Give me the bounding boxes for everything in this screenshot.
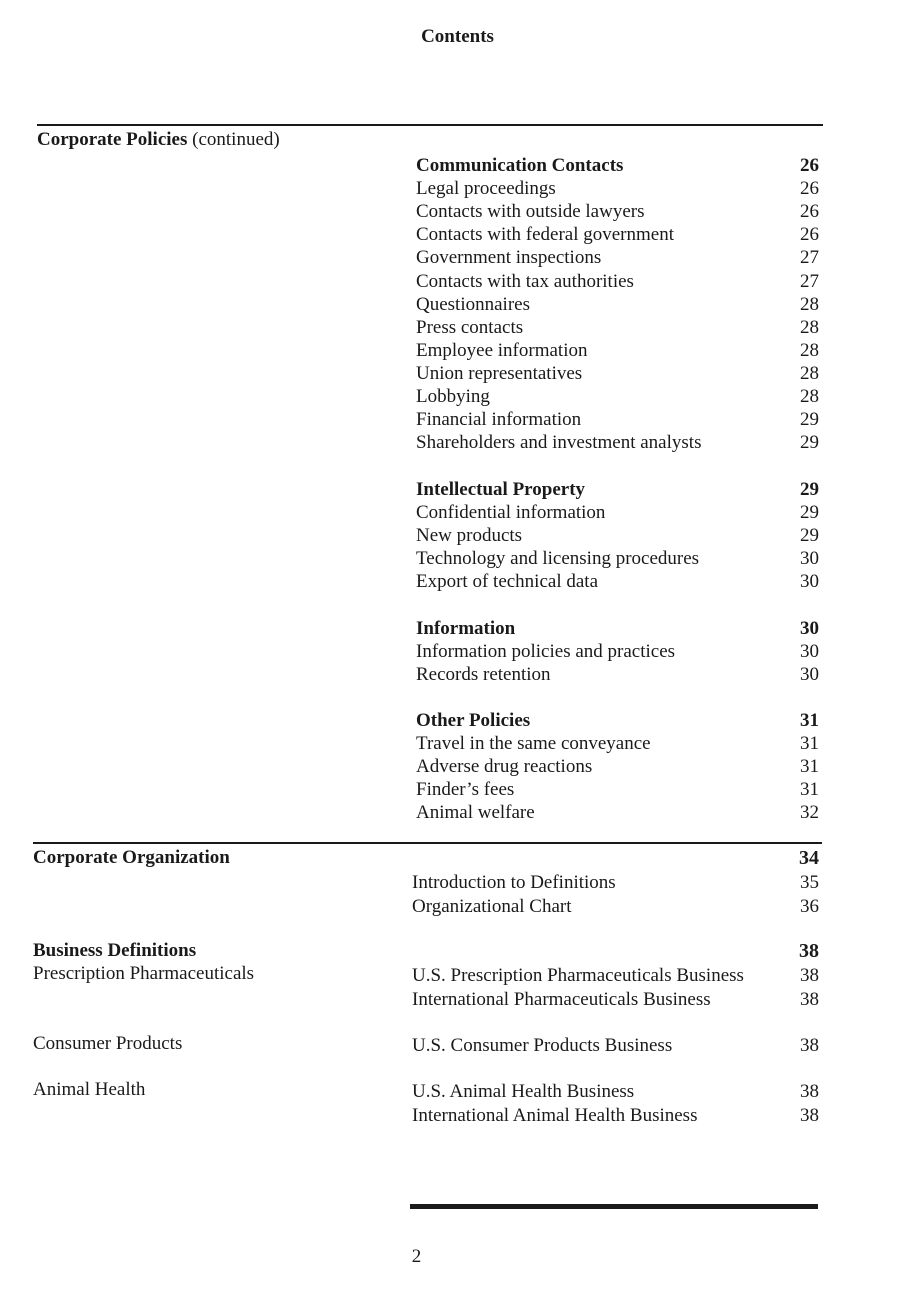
toc-entry-label: Introduction to Definitions bbox=[412, 872, 616, 893]
toc-entry-label: Organizational Chart bbox=[412, 895, 572, 917]
toc-entry-row bbox=[0, 223, 900, 246]
toc-entry-row bbox=[0, 293, 900, 316]
toc-entry-row bbox=[0, 524, 900, 547]
toc-entry-row bbox=[0, 570, 900, 593]
toc-entry-page-number: 30 bbox=[800, 571, 819, 593]
group-heading-page-number: 30 bbox=[800, 618, 819, 639]
toc-entry-label: Adverse drug reactions bbox=[416, 756, 593, 778]
toc-entry-label: Animal welfare bbox=[416, 802, 535, 824]
group-heading-label: Information bbox=[416, 618, 516, 639]
toc-entry-label: International Pharmaceuticals Business bbox=[412, 988, 711, 1010]
group-heading-page-number: 31 bbox=[800, 710, 819, 731]
toc-entry-page-number: 31 bbox=[800, 779, 819, 801]
toc-entry-page-number: 35 bbox=[800, 872, 819, 893]
toc-entry-page-number: 29 bbox=[800, 409, 819, 431]
toc-entry-row bbox=[0, 431, 900, 454]
bottom-rule bbox=[410, 1204, 818, 1209]
toc-entry-page-number: 38 bbox=[800, 965, 819, 986]
section-heading-text: Corporate Policies bbox=[37, 129, 188, 150]
toc-entry-label: Legal proceedings bbox=[416, 178, 556, 200]
top-rule bbox=[37, 124, 823, 126]
toc-entry-label: U.S. Consumer Products Business bbox=[412, 1035, 673, 1056]
category-consumer-products: Consumer Products bbox=[33, 1033, 183, 1054]
toc-entry-label: Contacts with federal government bbox=[416, 224, 675, 246]
toc-entry-row bbox=[0, 270, 900, 293]
toc-entry-page-number: 30 bbox=[800, 664, 819, 686]
toc-entry-label: Contacts with tax authorities bbox=[416, 270, 634, 292]
section-heading-suffix: (continued) bbox=[192, 129, 280, 150]
toc-entry-label: International Animal Health Business bbox=[412, 1104, 698, 1126]
toc-entry-page-number: 28 bbox=[800, 316, 819, 338]
toc-entry-page-number: 38 bbox=[800, 1081, 819, 1102]
toc-entry-label: U.S. Animal Health Business bbox=[412, 1081, 635, 1102]
toc-entry-page-number: 28 bbox=[800, 293, 819, 315]
toc-entry-row bbox=[0, 778, 900, 801]
toc-entry-label: Government inspections bbox=[416, 247, 602, 269]
toc-entry-page-number: 38 bbox=[800, 1104, 819, 1126]
toc-entry-row bbox=[0, 547, 900, 570]
group-heading-page-number: 29 bbox=[800, 479, 819, 500]
toc-entry-label: Press contacts bbox=[416, 316, 524, 338]
toc-entry-page-number: 30 bbox=[800, 641, 819, 663]
section-rule-organization bbox=[33, 842, 822, 844]
toc-entry-label: Finder’s fees bbox=[416, 779, 515, 801]
group-heading-row bbox=[0, 617, 900, 640]
toc-entry-page-number: 29 bbox=[800, 502, 819, 524]
category-prescription-pharmaceuticals: Prescription Pharmaceuticals bbox=[33, 963, 255, 984]
toc-entry-page-number: 26 bbox=[800, 178, 819, 200]
group-heading-label: Intellectual Property bbox=[416, 479, 586, 500]
group-heading-row bbox=[0, 154, 900, 177]
toc-entry-row bbox=[0, 385, 900, 408]
toc-entry-page-number: 38 bbox=[800, 988, 819, 1010]
toc-entry-page-number: 32 bbox=[800, 802, 819, 824]
toc-entry-label: Export of technical data bbox=[416, 571, 599, 593]
toc-entry-row bbox=[0, 501, 900, 524]
toc-entry-row bbox=[0, 640, 900, 663]
section-page-page-number: 38 bbox=[799, 940, 819, 962]
toc-entry-label: Shareholders and investment analysts bbox=[416, 432, 702, 454]
group-heading-label: Communication Contacts bbox=[416, 155, 624, 176]
toc-entry-row bbox=[0, 755, 900, 778]
toc-entry-label: Employee information bbox=[416, 339, 588, 361]
toc-entry-label: Records retention bbox=[416, 664, 551, 686]
toc-entry-label: Confidential information bbox=[416, 502, 606, 524]
toc-entry-label: Union representatives bbox=[416, 362, 583, 384]
toc-entry-page-number: 28 bbox=[800, 386, 819, 407]
toc-entry-page-number: 31 bbox=[800, 733, 819, 755]
toc-entry-row bbox=[0, 871, 900, 894]
toc-entry-label: Information policies and practices bbox=[416, 641, 676, 663]
category-animal-health: Animal Health bbox=[33, 1079, 146, 1100]
toc-entry-row bbox=[0, 316, 900, 339]
toc-entry-row bbox=[0, 988, 900, 1011]
toc-entry-label: Contacts with outside lawyers bbox=[416, 201, 645, 223]
toc-entry-page-number: 27 bbox=[800, 270, 819, 292]
toc-entry-label: Lobbying bbox=[416, 386, 490, 407]
toc-entry-page-number: 26 bbox=[800, 224, 819, 246]
group-heading-label: Other Policies bbox=[416, 710, 531, 731]
toc-entry-label: Questionnaires bbox=[416, 293, 530, 315]
group-heading-page-number: 26 bbox=[800, 155, 819, 176]
toc-entry-row bbox=[0, 895, 900, 918]
toc-entry-label: Travel in the same conveyance bbox=[416, 733, 651, 755]
toc-entry-row bbox=[0, 177, 900, 200]
page-title: Contents bbox=[421, 26, 494, 47]
toc-entry-page-number: 28 bbox=[800, 362, 819, 384]
toc-entry-page-number: 31 bbox=[800, 756, 819, 778]
toc-entry-row bbox=[0, 732, 900, 755]
toc-entry-page-number: 29 bbox=[800, 525, 819, 547]
toc-entry-row bbox=[0, 408, 900, 431]
toc-entry-row bbox=[0, 362, 900, 385]
toc-entry-page-number: 30 bbox=[800, 548, 819, 570]
toc-entry-page-number: 29 bbox=[800, 432, 819, 454]
section-heading-business-definitions: Business Definitions bbox=[33, 940, 197, 961]
toc-entry-label: U.S. Prescription Pharmaceuticals Business bbox=[412, 965, 744, 986]
toc-entry-page-number: 26 bbox=[800, 201, 819, 223]
section-heading-corporate-policies bbox=[37, 129, 280, 151]
page-number: 2 bbox=[411, 1246, 422, 1267]
toc-entry-page-number: 36 bbox=[800, 895, 819, 917]
toc-entry-label: Financial information bbox=[416, 409, 582, 431]
toc-entry-label: Technology and licensing procedures bbox=[416, 548, 700, 570]
toc-entry-page-number: 27 bbox=[800, 247, 819, 269]
group-heading-row bbox=[0, 709, 900, 732]
section-page-page-number: 34 bbox=[799, 847, 819, 869]
section-heading-corporate-organization: Corporate Organization bbox=[33, 847, 230, 868]
toc-entry-page-number: 38 bbox=[800, 1035, 819, 1056]
toc-entry-row bbox=[0, 339, 900, 362]
group-heading-row bbox=[0, 478, 900, 501]
toc-entry-row bbox=[0, 246, 900, 269]
toc-entry-row bbox=[0, 200, 900, 223]
toc-entry-label: New products bbox=[416, 525, 523, 547]
toc-entry-row bbox=[0, 1104, 900, 1127]
toc-entry-row bbox=[0, 663, 900, 686]
toc-entry-page-number: 28 bbox=[800, 339, 819, 361]
toc-entry-row bbox=[0, 801, 900, 824]
